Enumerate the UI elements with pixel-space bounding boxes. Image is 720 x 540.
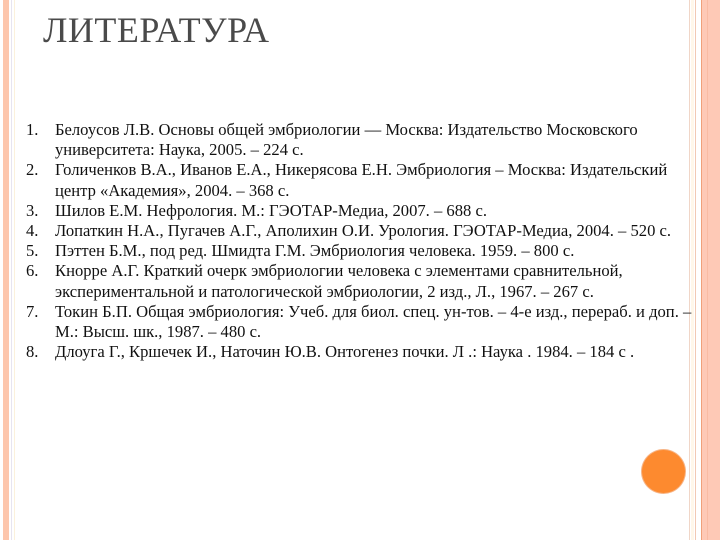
reference-item	[26, 261, 696, 301]
reference-number: 1.	[26, 120, 39, 139]
reference-item	[26, 201, 696, 221]
left-border-stripe	[3, 0, 9, 540]
reference-item	[26, 160, 696, 200]
reference-number: 7.	[26, 301, 39, 321]
reference-text: Белоусов Л.В. Основы общей эмбриологии — Москва: Издательство Московского университета: Наука, 2005. – 224 с.	[55, 120, 638, 160]
slide-title: ЛИТЕРАТУРА	[43, 10, 270, 50]
reference-number: 6.	[26, 261, 39, 281]
reference-text: Длоуга Г., Кршечек И., Наточин Ю.В. Онтогенез почки. Л .: Наука . 1984. – 184 с .	[55, 342, 635, 362]
reference-number: 4.	[26, 221, 39, 241]
reference-text: Шилов Е.М. Нефрология. М.: ГЭОТАР-Медиа, 2007. – 688 с.	[55, 200, 487, 220]
reference-text: Лопаткин Н.А., Пугачев А.Г., Аполихин О.И. Урология. ГЭОТАР-Медиа, 2004. – 520 с.	[55, 221, 672, 241]
decorative-circle-icon	[642, 450, 685, 493]
reference-text: Токин Б.П. Общая эмбриология: Учеб. для биол. спец. ун-тов. – 4-е изд., перераб. и доп. – М.: Высш. шк., 1987. – 480 с.	[55, 301, 692, 342]
reference-number: 8.	[26, 342, 39, 362]
reference-number: 2.	[26, 160, 39, 180]
reference-item	[26, 302, 696, 342]
left-border-line	[11, 0, 12, 540]
reference-item	[26, 120, 696, 160]
reference-item	[26, 342, 696, 362]
reference-text: Кнорре А.Г. Краткий очерк эмбриологии человека с элементами сравнительной, экспериментальной и патологической эмбриологии, 2 изд., Л., 1967. – 267 с.	[55, 261, 623, 301]
reference-item	[26, 221, 696, 241]
reference-item	[26, 241, 696, 261]
right-border-line	[707, 0, 708, 540]
reference-list	[26, 120, 696, 362]
left-border-line	[14, 0, 15, 540]
reference-number: 5.	[26, 241, 39, 261]
reference-number: 3.	[26, 200, 39, 220]
right-border-band	[702, 0, 720, 540]
reference-text: Голиченков В.А., Иванов Е.А., Никерясова Е.Н. Эмбриология – Москва: Издательский центр «Академия», 2004. – 368 с.	[55, 160, 668, 200]
reference-text: Пэттен Б.М., под ред. Шмидта Г.М. Эмбриология человека. 1959. – 800 с.	[55, 241, 575, 261]
